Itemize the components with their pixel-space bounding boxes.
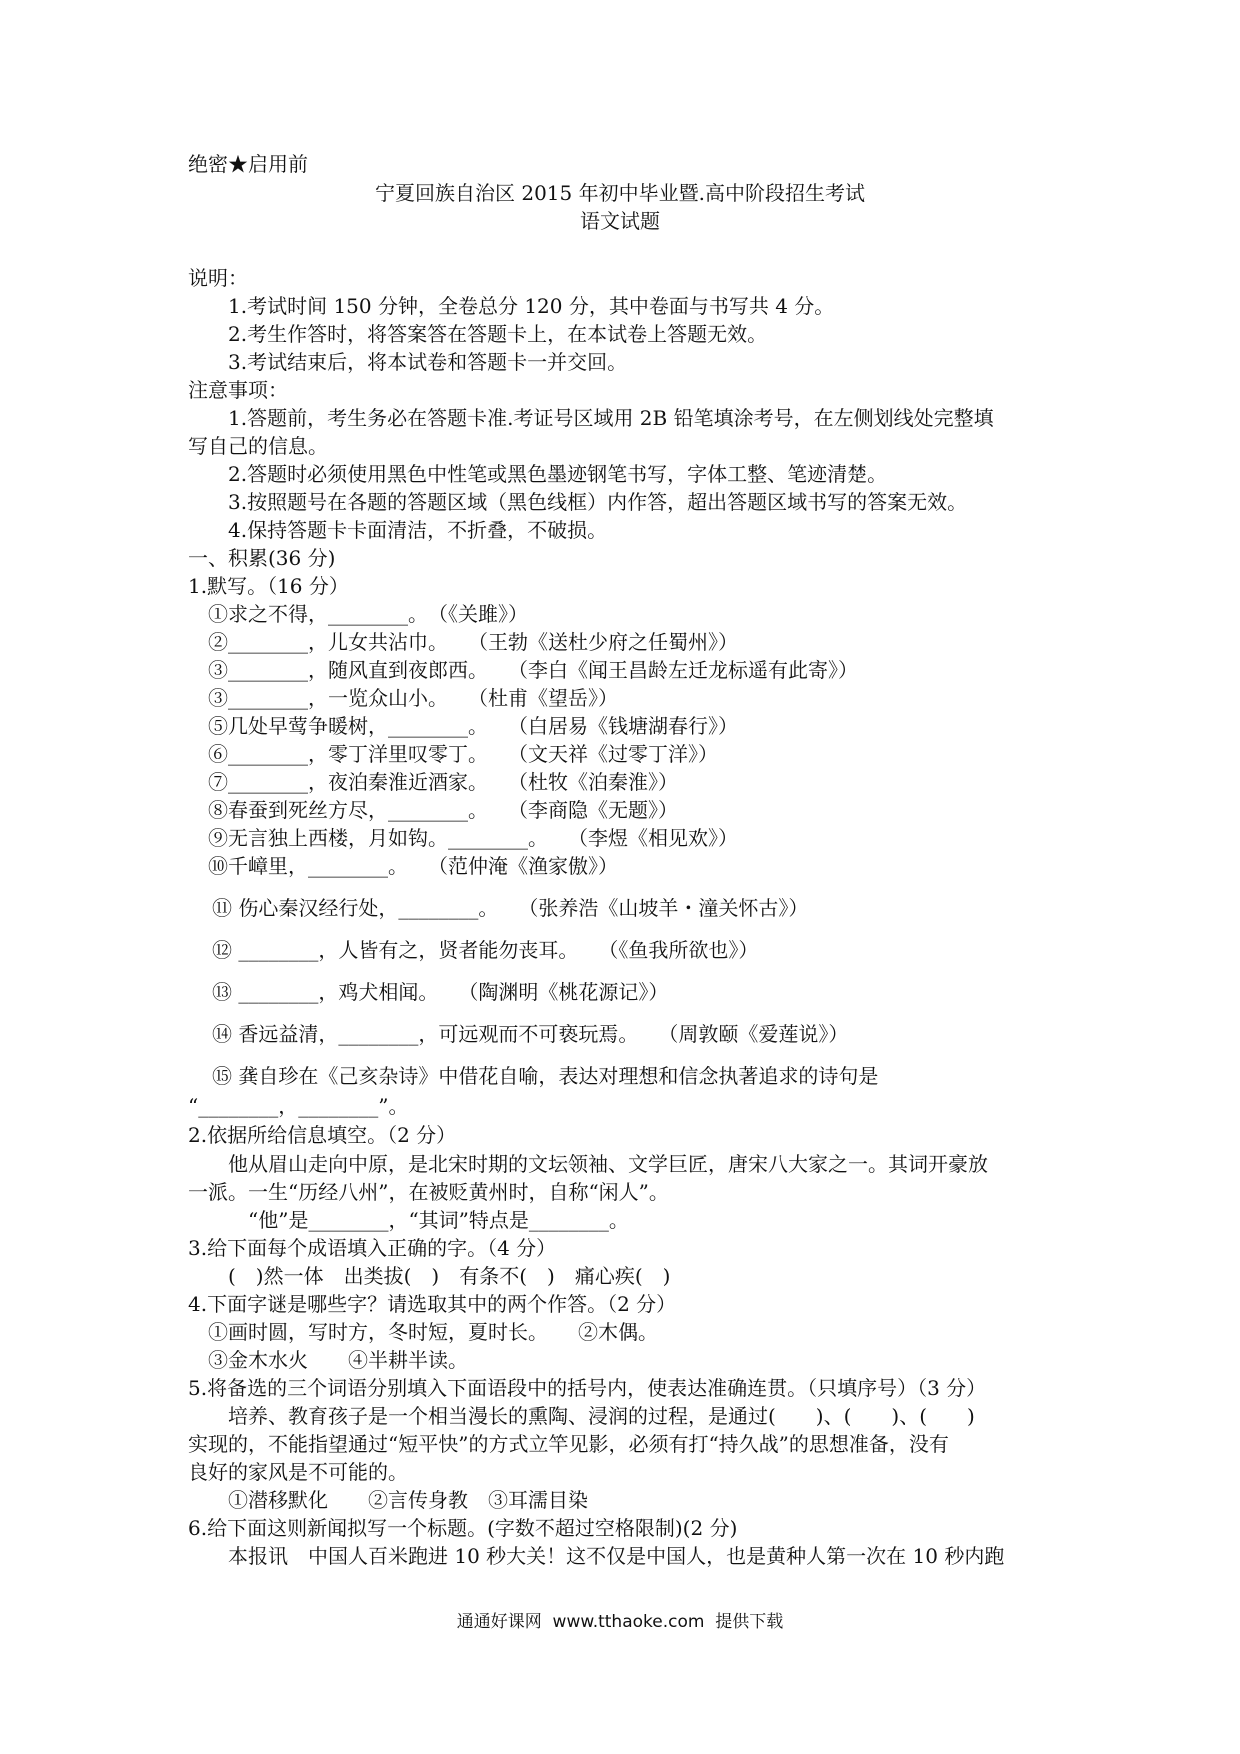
- notes-line: 3.按照题号在各题的答题区域（黑色线框）内作答，超出答题区域书写的答案无效。: [228, 490, 968, 514]
- question-text: 他从眉山走向中原，是北宋时期的文坛领袖、文学巨匠，唐宋八大家之一。其词开豪放: [228, 1152, 988, 1176]
- question-title: 4.下面字谜是哪些字？请选取其中的两个作答。（2 分）: [188, 1292, 677, 1316]
- notes-line: 写自己的信息。: [188, 434, 328, 458]
- notes-heading: 注意事项：: [188, 378, 288, 402]
- dictation-item: ⑤几处早莺争暖树，________。 （白居易《钱塘湖春行》）: [208, 714, 738, 738]
- explanation-item: 2.考生作答时，将答案答在答题卡上，在本试卷上答题无效。: [228, 322, 768, 346]
- explanation-item: 3.考试结束后，将本试卷和答题卡一并交回。: [228, 350, 628, 374]
- notes-line: 2.答题时必须使用黑色中性笔或黑色墨迹钢笔书写，字体工整、笔迹清楚。: [228, 462, 888, 486]
- question-text: 本报讯 中国人百米跑进 10 秒大关！这不仅是中国人，也是黄种人第一次在 10 秒内跑: [228, 1544, 1005, 1568]
- dictation-item: ⑨无言独上西楼，月如钩。________。 （李煜《相见欢》）: [208, 826, 738, 850]
- footer-source: 通通好课网 www.tthaoke.com 提供下载: [456, 1612, 784, 1632]
- dictation-item: ⑮ 龚自珍在《己亥杂诗》中借花自喻，表达对理想和信念执著追求的诗句是: [212, 1064, 879, 1088]
- question-text: “他”是________，“其词”特点是________。: [248, 1208, 629, 1232]
- question-text: 一派。一生“历经八州”，在被贬黄州时，自称“闲人”。: [188, 1180, 669, 1204]
- question-title: 6.给下面这则新闻拟写一个标题。(字数不超过空格限制)(2 分): [188, 1516, 738, 1540]
- explanation-item: 1.考试时间 150 分钟，全卷总分 120 分，其中卷面与书写共 4 分。: [228, 294, 835, 318]
- notes-line: 1.答题前，考生务必在答题卡准.考证号区域用 2B 铅笔填涂考号，在左侧划线处完整填: [228, 406, 994, 430]
- question-title: 1.默写。（16 分）: [188, 574, 349, 598]
- question-text: ③金木水火 ④半耕半读。: [208, 1348, 468, 1372]
- dictation-item: ⑬ ________，鸡犬相闻。 （陶渊明《桃花源记》）: [212, 980, 669, 1004]
- question-text: ①潜移默化 ②言传身教 ③耳濡目染: [228, 1488, 588, 1512]
- question-title: 2.依据所给信息填空。（2 分）: [188, 1123, 457, 1147]
- dictation-item: ⑫ ________，人皆有之，贤者能勿丧耳。 （《鱼我所欲也》）: [212, 938, 759, 962]
- notes-line: 4.保持答题卡卡面清洁，不折叠，不破损。: [228, 518, 608, 542]
- dictation-item: ③________，一览众山小。 （杜甫《望岳》）: [208, 686, 618, 710]
- explanation-heading: 说明：: [188, 266, 248, 290]
- dictation-item: ⑦________，夜泊秦淮近酒家。 （杜牧《泊秦淮》）: [208, 770, 678, 794]
- question-text: ( )然一体 出类拔( ) 有条不( ) 痛心疾( ): [228, 1264, 671, 1288]
- question-text: 实现的，不能指望通过“短平快”的方式立竿见影，必须有打“持久战”的思想准备，没有: [188, 1432, 949, 1456]
- dictation-item: ③________，随风直到夜郎西。 （李白《闻王昌龄左迁龙标遥有此寄》）: [208, 658, 858, 682]
- question-text: ①画时圆，写时方，冬时短，夏时长。 ②木偶。: [208, 1320, 658, 1344]
- dictation-item: ⑥________，零丁洋里叹零丁。 （文天祥《过零丁洋》）: [208, 742, 718, 766]
- dictation-item: “________，________”。: [188, 1094, 409, 1118]
- question-text: 良好的家风是不可能的。: [188, 1460, 408, 1484]
- dictation-item: ①求之不得，________。 （《关雎》）: [208, 602, 528, 626]
- dictation-item: ②________，儿女共沾巾。 （王勃《送杜少府之任蜀州》）: [208, 630, 738, 654]
- exam-subject: 语文试题: [580, 209, 660, 233]
- question-title: 5.将备选的三个词语分别填入下面语段中的括号内，使表达准确连贯。（只填序号）（3 分）: [188, 1376, 987, 1400]
- question-text: 培养、教育孩子是一个相当漫长的熏陶、浸润的过程，是通过( )、( )、( ): [228, 1404, 975, 1428]
- exam-title: 宁夏回族自治区 2015 年初中毕业暨.高中阶段招生考试: [375, 181, 865, 205]
- question-title: 3.给下面每个成语填入正确的字。（4 分）: [188, 1236, 557, 1260]
- dictation-item: ⑭ 香远益清，________，可远观而不可亵玩焉。 （周敦颐《爱莲说》）: [212, 1022, 849, 1046]
- secret-mark: 绝密★启用前: [188, 152, 308, 176]
- dictation-item: ⑧春蚕到死丝方尽，________。 （李商隐《无题》）: [208, 798, 678, 822]
- section-title: 一、积累(36 分): [188, 546, 336, 570]
- dictation-item: ⑩千嶂里，________。 （范仲淹《渔家傲》）: [208, 854, 618, 878]
- dictation-item: ⑪ 伤心秦汉经行处，________。 （张养浩《山坡羊・潼关怀古》）: [212, 896, 809, 920]
